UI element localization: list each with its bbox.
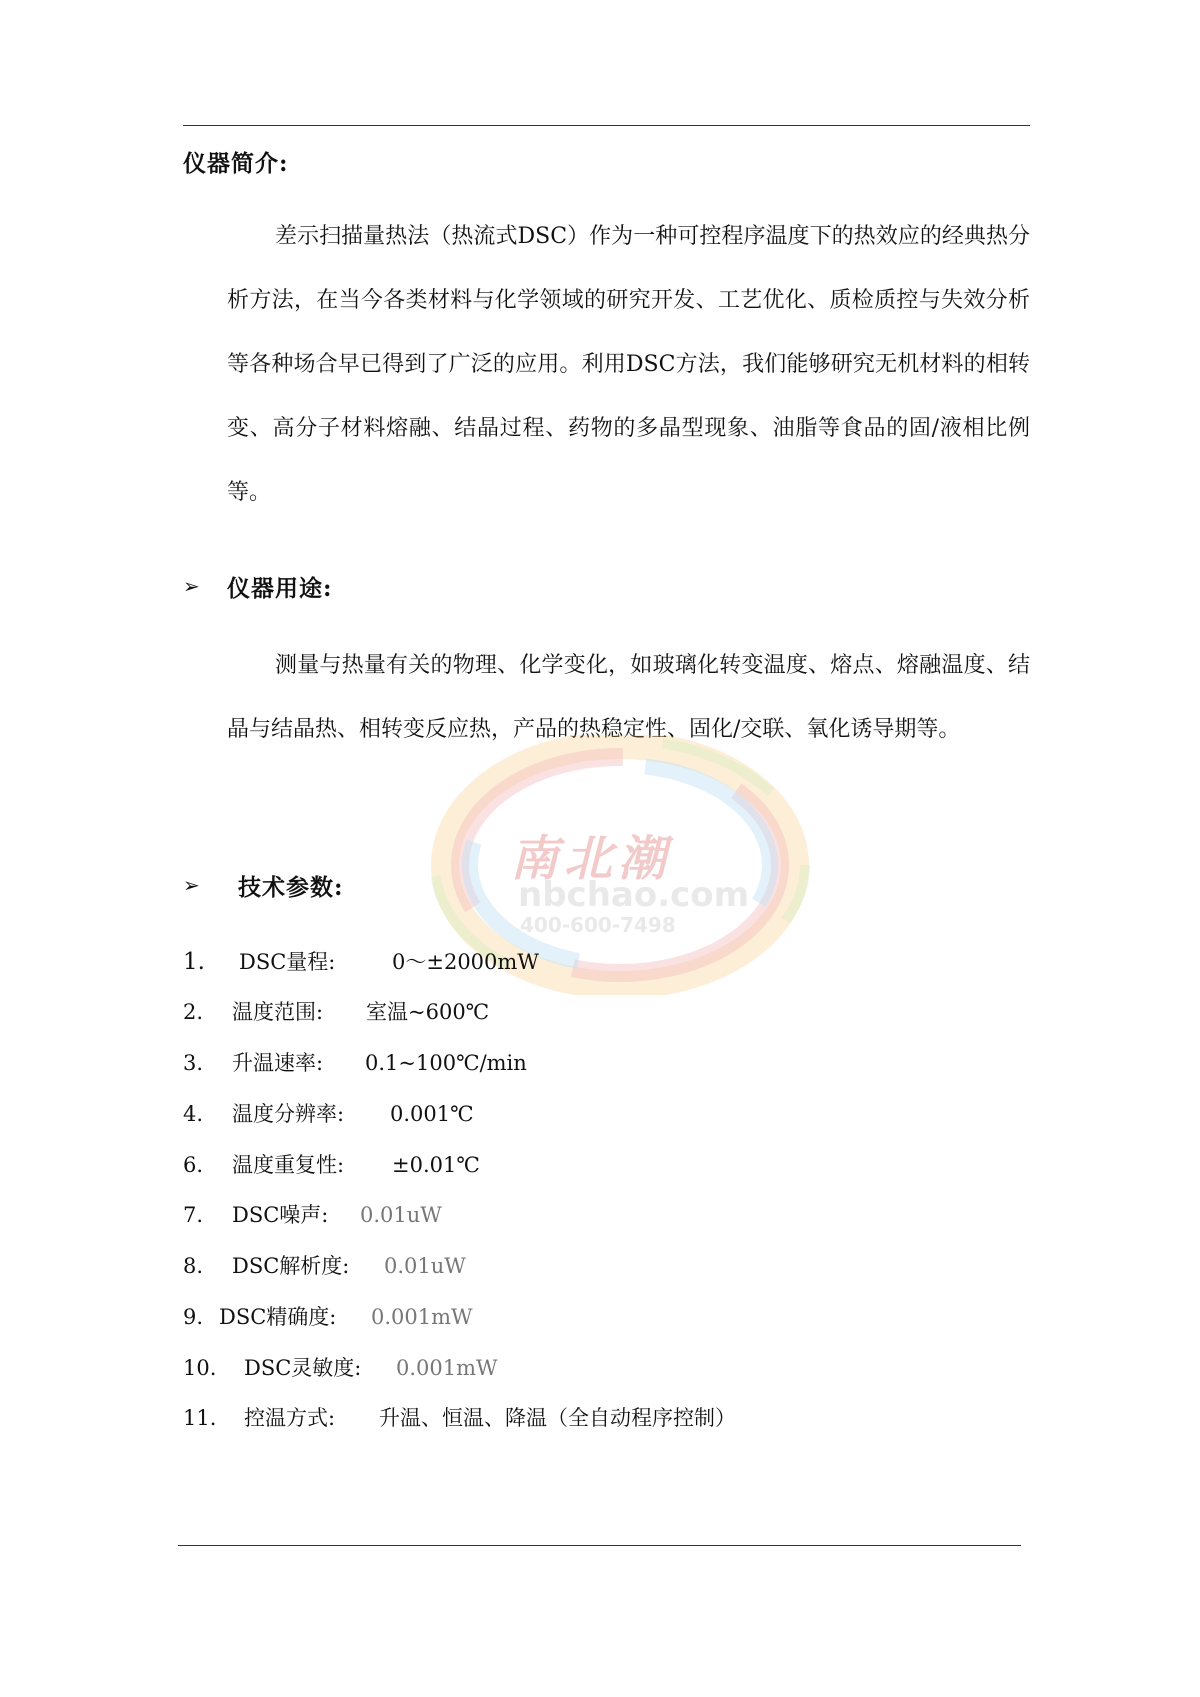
param-number: 7. [183,1203,204,1227]
param-number: 6. [183,1153,204,1177]
param-label: DSC量程: [239,950,336,974]
param-value: ±0.01℃ [392,1153,480,1177]
param-value: 0～±2000mW [392,950,539,974]
param-item [183,1098,474,1128]
param-item [183,1149,480,1179]
footer-rule [178,1545,1021,1546]
param-value: 升温、恒温、降温（全自动程序控制） [379,1406,736,1430]
param-value: 室温~600℃ [366,1000,490,1024]
param-number: 11. [183,1406,217,1430]
usage-heading: 仪器用途: [227,575,333,602]
params-heading: 技术参数: [238,874,344,901]
param-number: 8. [183,1254,204,1278]
watermark-brand-en: nbchao.com [518,875,750,915]
param-item [183,946,539,976]
param-label: 温度重复性: [232,1153,345,1177]
param-value: 0.01uW [360,1203,442,1227]
param-item [183,1047,527,1077]
param-number: 4. [183,1102,204,1126]
param-label: 升温速率: [232,1051,324,1075]
param-label: DSC精确度: [219,1305,337,1329]
param-number: 10. [183,1356,217,1380]
param-label: DSC灵敏度: [244,1356,362,1380]
param-label: 温度范围: [232,1000,324,1024]
watermark-brand-cn: 南北潮 [510,831,673,887]
header-rule [183,125,1030,126]
param-label: 控温方式: [244,1406,336,1430]
param-item [183,1301,473,1331]
intro-heading: 仪器简介: [183,150,289,177]
watermark-phone: 400-600-7498 [520,913,676,937]
param-number: 9. [183,1305,204,1329]
param-label: DSC噪声: [232,1203,329,1227]
usage-paragraph: 测量与热量有关的物理、化学变化，如玻璃化转变温度、熔点、熔融温度、结晶与结晶热、相转变反应热，产品的热稳定性、固化/交联、氧化诱导期等。 [227,653,1030,742]
bullet-arrow-icon: ➢ [183,873,200,897]
param-item [183,1402,736,1432]
param-label: 温度分辨率: [232,1102,345,1126]
param-item [183,1199,442,1229]
bullet-arrow-icon: ➢ [183,574,200,598]
param-value: 0.01uW [384,1254,466,1278]
param-value: 0.001mW [371,1305,473,1329]
param-item [183,1250,466,1280]
param-label: DSC解析度: [232,1254,350,1278]
param-number: 3. [183,1051,204,1075]
param-value: 0.001mW [396,1356,498,1380]
param-number: 2. [183,1000,204,1024]
param-value: 0.001℃ [390,1102,474,1126]
intro-paragraph: 差示扫描量热法（热流式DSC）作为一种可控程序温度下的热效应的经典热分析方法，在当今各类材料与化学领域的研究开发、工艺优化、质检质控与失效分析等各种场合早已得到了广泛的应用。利用DSC方法，我们能够研究无机材料的相转变、高分子材料熔融、结晶过程、药物的多晶型现象、油脂等食品的固/液相比例等。 [227,224,1030,505]
param-item [183,1352,498,1382]
param-item [183,996,489,1026]
param-number: 1. [183,949,205,975]
param-value: 0.1~100℃/min [365,1051,527,1075]
